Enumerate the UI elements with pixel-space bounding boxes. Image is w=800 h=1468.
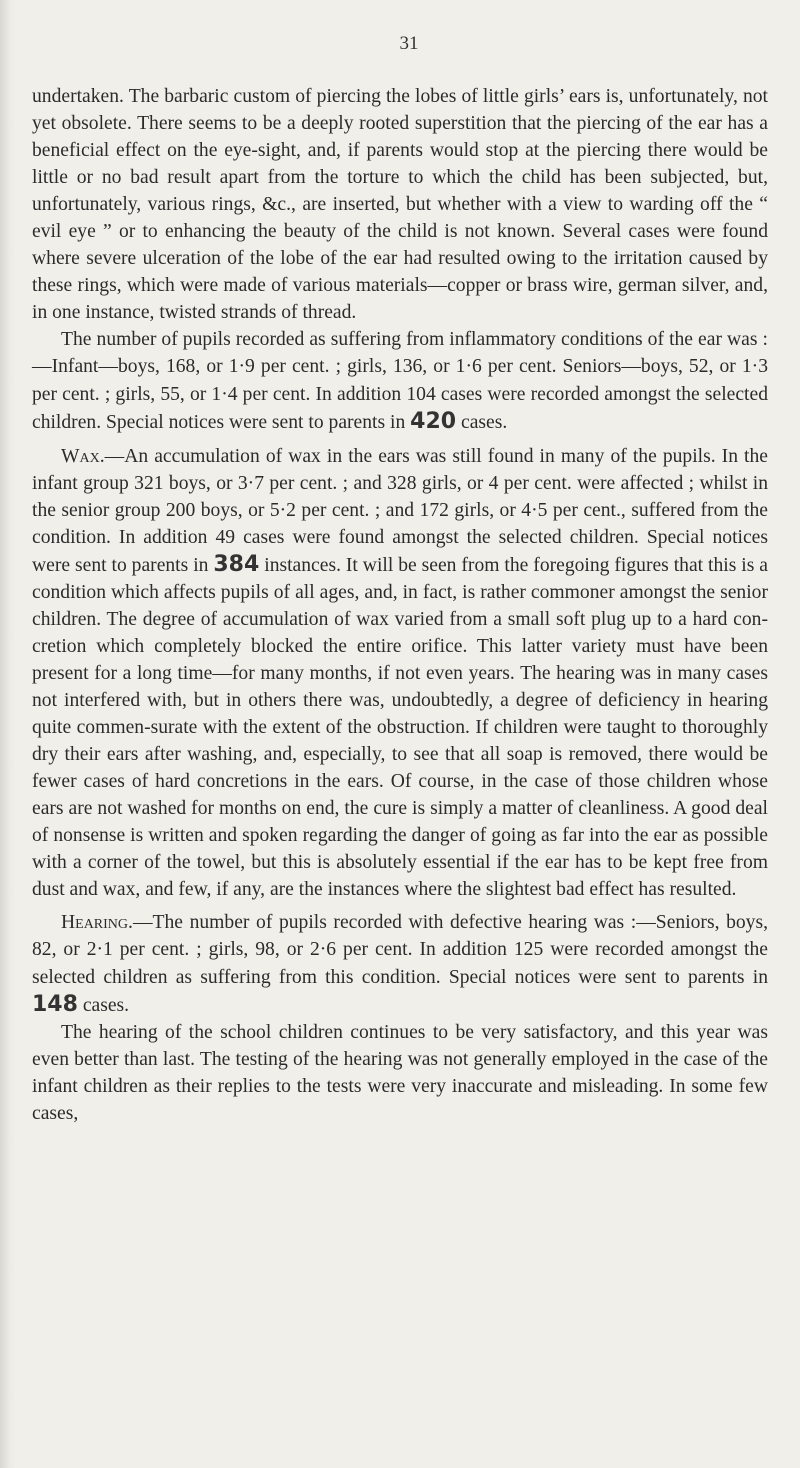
- paragraph-hearing: [32, 909, 768, 1018]
- paragraph-hearing-tests: The hearing of the school children continues to be very satisfactory, and this year was even better than last. The testing of the hearing was not generally employed in the case of the infant children as their replies to the tests were very inaccurate and misleading. In some few cases,: [32, 1021, 768, 1124]
- inflammatory-text-part2: cases.: [456, 411, 508, 433]
- body-text: [32, 83, 768, 1127]
- inflammatory-text-part1: The number of pupils recorded as suffering from inflammatory conditions of the ear was :—Infant—boys, 168, or 1·9 per cent. ; girls, 136, or 1·6 per cent. Seniors—boys, 52, or 1·3 per cent. ; girls, 55, or 1·4 per cent. In addition 104 cases were recorded amongst the selected children. Special notices were sent to parents in: [32, 329, 768, 433]
- wax-text-part1: —An accumulation of wax in the ears was still found in many of the pupils. In the infant group 321 boys, or 3·7 per cent. ; and 328 girls, or 4 per cent. were affected ; whilst in the senior group 200 boys, or 5·2 per cent. ; and 172 girls, or 4·5 per cent., suffered from the condition. In addition 49 cases were found amongst the selected children. Special notices were sent to parents in: [32, 445, 768, 576]
- inflammatory-notices-count: 420: [410, 408, 457, 434]
- hearing-heading: Hearing.: [61, 912, 133, 934]
- wax-notices-count: 384: [213, 551, 260, 577]
- page-number: 31: [399, 33, 419, 54]
- wax-text-part2: instances. It will be seen from the foregoing figures that this is a condition which affects pupils of all ages, and, in fact, is rather commoner amongst the senior children. The degree of accumulation of wax varied from a small soft plug up to a hard con-cretion which completely blocked the entire orifice. This latter variety must have been present for a long time—for many months, if not even years. The hearing was in many cases not interfered with, but in others there was, undoubtedly, a degree of deficiency in hearing quite commen-surate with the extent of the obstruction. If children were taught to thoroughly dry their ears after washing, and, especially, to see that all soap is removed, there would be fewer cases of hard concretions in the ears. Of course, in the case of those children whose ears are not washed for months on end, the cure is simply a matter of cleanliness. A good deal of nonsense is written and spoken regarding the danger of going as far into the ear as possible with a corner of the towel, but this is absolutely essential if the ear has to be kept free from dust and wax, and few, if any, are the instances where the slightest bad effect has resulted.: [32, 554, 768, 901]
- wax-heading: Wax.: [61, 445, 105, 467]
- paragraph-inflammatory-conditions: [32, 326, 768, 435]
- hearing-notices-count: 148: [32, 991, 78, 1017]
- paragraph-wax: [32, 443, 768, 904]
- hearing-text-part2: cases.: [77, 994, 130, 1016]
- paragraph-ear-piercing: undertaken. The barbaric custom of piercing the lobes of little girls’ ears is, unfortunately, not yet obsolete. There seems to be a deeply rooted superstition that the piercing of the ear has a beneficial effect on the eye-sight, and, if parents would stop at the piercing there would be little or no bad result apart from the torture to which the child has been subjected, but, unfortunately, various rings, &c., are inserted, but whether with a view to warding off the “ evil eye ” or to enhancing the beauty of the child is not known. Several cases were found where severe ulceration of the lobe of the ear had resulted owing to the irritation caused by these rings, which were made of various materials—copper or brass wire, german silver, and, in one instance, twisted strands of thread.: [32, 86, 768, 324]
- page-binding-edge: [0, 0, 16, 1468]
- hearing-text-part1: —The number of pupils recorded with defective hearing was :—Seniors, boys, 82, or 2·1 per cent. ; girls, 98, or 2·6 per cent. In addition 125 were recorded amongst the selected children as suffering from this condition. Special notices were sent to parents in: [32, 912, 768, 988]
